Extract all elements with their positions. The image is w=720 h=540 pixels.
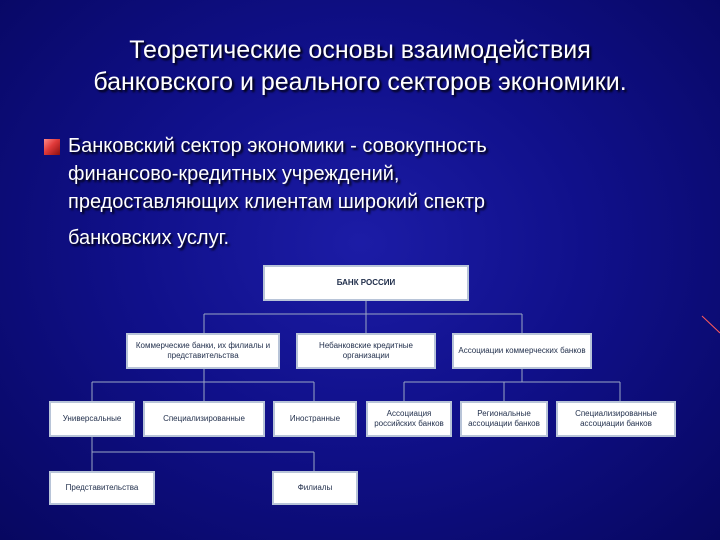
bullet-line-2: финансово-кредитных учреждений, [68, 163, 400, 185]
node-commercial-bank-associations: Ассоциации коммерческих банков [452, 333, 592, 369]
node-foreign: Иностранные [273, 401, 357, 437]
node-nonbank-credit-orgs: Небанковские кредитные организации [296, 333, 436, 369]
bullet-line-3: предоставляющих клиентам широкий спектр [68, 191, 486, 213]
node-russian-banks-association: Ассоциация российских банков [366, 401, 452, 437]
node-specialized-bank-associations: Специализированные ассоциации банков [556, 401, 676, 437]
node-regional-bank-associations: Региональные ассоциации банков [460, 401, 548, 437]
node-representative-offices: Представительства [49, 471, 155, 505]
node-specialized: Специализированные [143, 401, 265, 437]
bullet-line-4: банковских услуг. [68, 227, 229, 249]
title-line-1: Теоретические основы взаимодействия [129, 36, 591, 64]
node-branches: Филиалы [272, 471, 358, 505]
title-line-2: банковского и реального секторов экономики. [93, 68, 627, 96]
node-bank-of-russia: БАНК РОССИИ [263, 265, 469, 301]
node-universal: Универсальные [49, 401, 135, 437]
node-commercial-banks: Коммерческие банки, их филиалы и представительства [126, 333, 280, 369]
bullet-line-1: Банковский сектор экономики - совокупность [68, 135, 487, 157]
